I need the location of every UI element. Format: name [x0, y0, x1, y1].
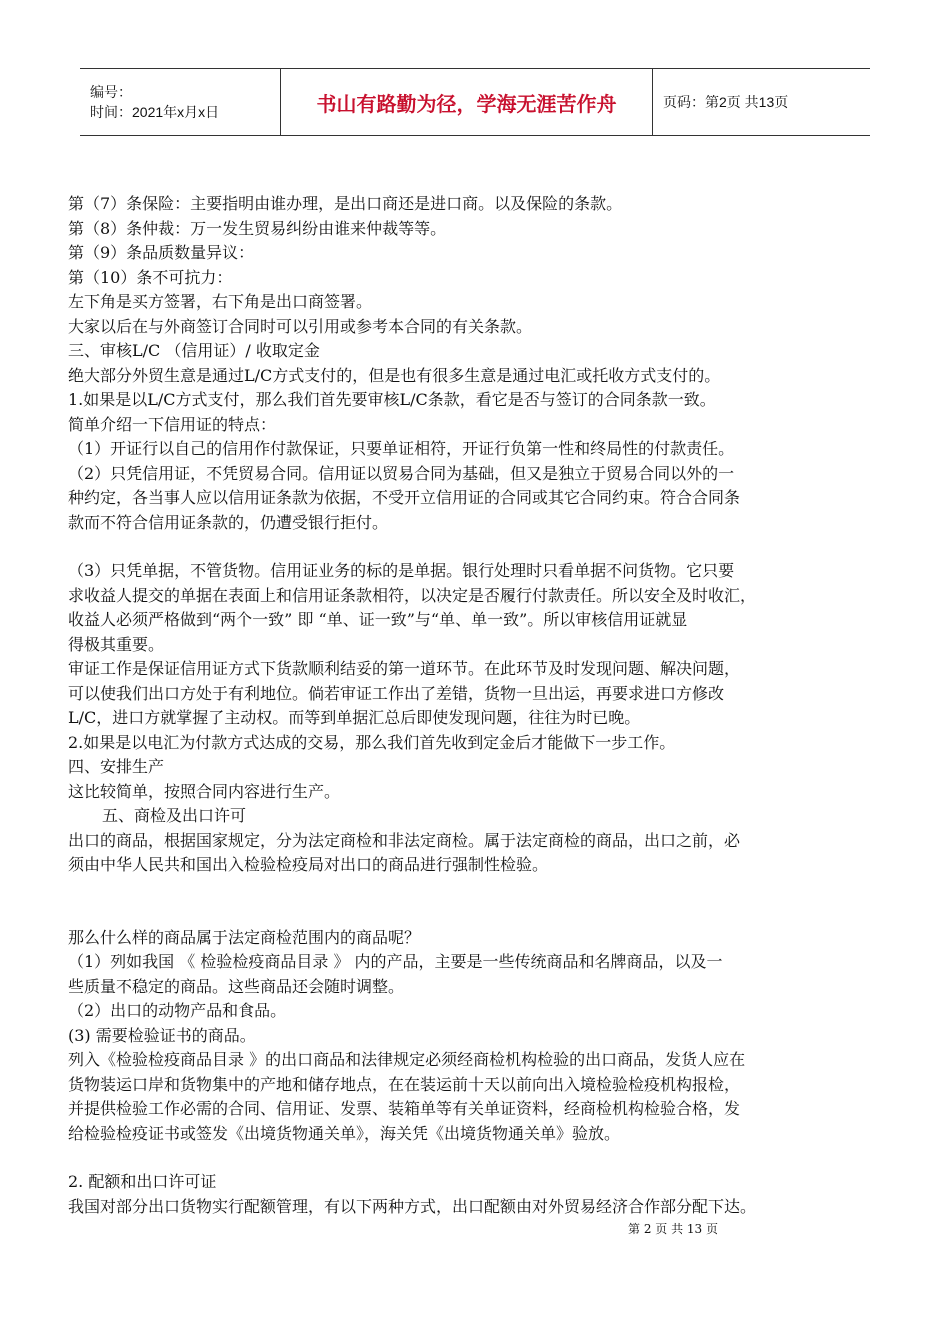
- text-line: 款而不符合信用证条款的，仍遭受银行拒付。: [68, 512, 389, 532]
- text-line: 种约定，各当事人应以信用证条款为依据，不受开立信用证的合同或其它合同约束。符合合同条: [68, 488, 741, 507]
- text-line: 2.如果是以电汇为付款方式达成的交易，那么我们首先收到定金后才能做下一步工作。: [68, 732, 676, 752]
- section-heading: 五、商检及出口许可: [102, 806, 247, 825]
- page-number-label: 页码：第2页 共13页: [663, 94, 789, 110]
- blank-line: [68, 535, 888, 559]
- document-number-label: 编号：: [90, 84, 132, 100]
- text-line: 收益人必须严格做到“两个一致” 即 “单、证一致”与“单、单一致”。所以审核信用证就显: [68, 610, 688, 629]
- text-line: 得极其重要。: [68, 634, 165, 654]
- text-line: 那么什么样的商品属于法定商检范围内的商品呢？: [68, 927, 421, 947]
- text-line: （1）列如我国 《 检验检疫商品目录 》 内的产品，主要是一些传统商品和名牌商品，以及一: [68, 952, 723, 971]
- blank-line: [68, 878, 888, 926]
- text-line: （2）只凭信用证，不凭贸易合同。信用证以贸易合同为基础，但又是独立于贸易合同以外的一: [68, 463, 735, 483]
- text-line: L/C，进口方就掌握了主动权。而等到单据汇总后即使发现问题，往往为时已晚。: [68, 708, 641, 727]
- text-line: 求收益人提交的单据在表面上和信用证条款相符，以决定是否履行付款责任。所以安全及时收汇，: [68, 585, 757, 605]
- text-line: 并提供检验工作必需的合同、信用证、发票、装箱单等有关单证资料，经商检机构检验合格，发: [68, 1099, 741, 1118]
- section-heading: 四、安排生产: [68, 757, 165, 776]
- text-line: 这比较简单，按照合同内容进行生产。: [68, 781, 341, 801]
- text-line: 出口的商品，根据国家规定，分为法定商检和非法定商检。属于法定商检的商品，出口之前，必: [68, 830, 741, 850]
- blank-line: [68, 1146, 888, 1170]
- document-body: [68, 192, 888, 1219]
- text-line: 列入《检验检疫商品目录 》的出口商品和法律规定必须经商检机构检验的出口商品，发货人应在: [68, 1050, 746, 1069]
- header-page: [653, 69, 870, 135]
- text-line: 第（10）条不可抗力：: [68, 267, 233, 287]
- text-line: 第（9）条品质数量异议：: [68, 243, 255, 262]
- text-line: 我国对部分出口货物实行配额管理，有以下两种方式，出口配额由对外贸易经济合作部分配下达。: [68, 1196, 757, 1216]
- text-line: 左下角是买方签署，右下角是出口商签署。: [68, 292, 373, 311]
- text-line: 简单介绍一下信用证的特点：: [68, 414, 277, 434]
- text-line: （2）出口的动物产品和食品。: [68, 1001, 287, 1020]
- header-meta: [80, 69, 281, 135]
- text-line: 可以使我们出口方处于有利地位。倘若审证工作出了差错，货物一旦出运，再要求进口方修改: [68, 683, 725, 703]
- text-line: （3）只凭单据，不管货物。信用证业务的标的是单据。银行处理时只看单据不问货物。它只要: [68, 561, 735, 580]
- section-heading: 三、审核L/C （信用证）/ 收取定金: [68, 341, 320, 360]
- text-line: 1.如果是以L/C方式支付，那么我们首先要审核L/C条款，看它是否与签订的合同条款一致。: [68, 390, 716, 409]
- section-heading: 2. 配额和出口许可证: [68, 1172, 217, 1191]
- text-line: 绝大部分外贸生意是通过L/C方式支付的，但是也有很多生意是通过电汇或托收方式支付的。: [68, 365, 721, 385]
- text-line: 审证工作是保证信用证方式下货款顺利结妥的第一道环节。在此环节及时发现问题、解决问题，: [68, 659, 741, 678]
- text-line: 给检验检疫证书或签发《出境货物通关单》，海关凭《出境货物通关单》验放。: [68, 1123, 621, 1143]
- text-line: 第（7）条保险：主要指明由谁办理，是出口商还是进口商。以及保险的条款。: [68, 194, 623, 213]
- motto-text: 书山有路勤为径，学海无涯苦作舟: [316, 91, 617, 116]
- header-motto: [281, 69, 653, 135]
- text-line: 须由中华人民共和国出入检验检疫局对出口的商品进行强制性检验。: [68, 855, 549, 874]
- text-line: 些质量不稳定的商品。这些商品还会随时调整。: [68, 976, 405, 996]
- text-line: （1）开证行以自己的信用作付款保证，只要单证相符，开证行负第一性和终局性的付款责任。: [68, 439, 735, 458]
- document-date: 时间：2021年x月x日: [90, 104, 220, 120]
- text-line: 货物装运口岸和货物集中的产地和储存地点，在在装运前十天以前向出入境检验检疫机构报检，: [68, 1074, 741, 1094]
- page-header: [80, 68, 870, 136]
- text-line: 第（8）条仲裁：万一发生贸易纠纷由谁来仲裁等等。: [68, 218, 447, 238]
- text-line: 大家以后在与外商签订合同时可以引用或参考本合同的有关条款。: [68, 316, 533, 336]
- page-footer: 第 2 页 共 13 页: [628, 1222, 718, 1236]
- text-line: (3) 需要检验证书的商品。: [68, 1025, 256, 1045]
